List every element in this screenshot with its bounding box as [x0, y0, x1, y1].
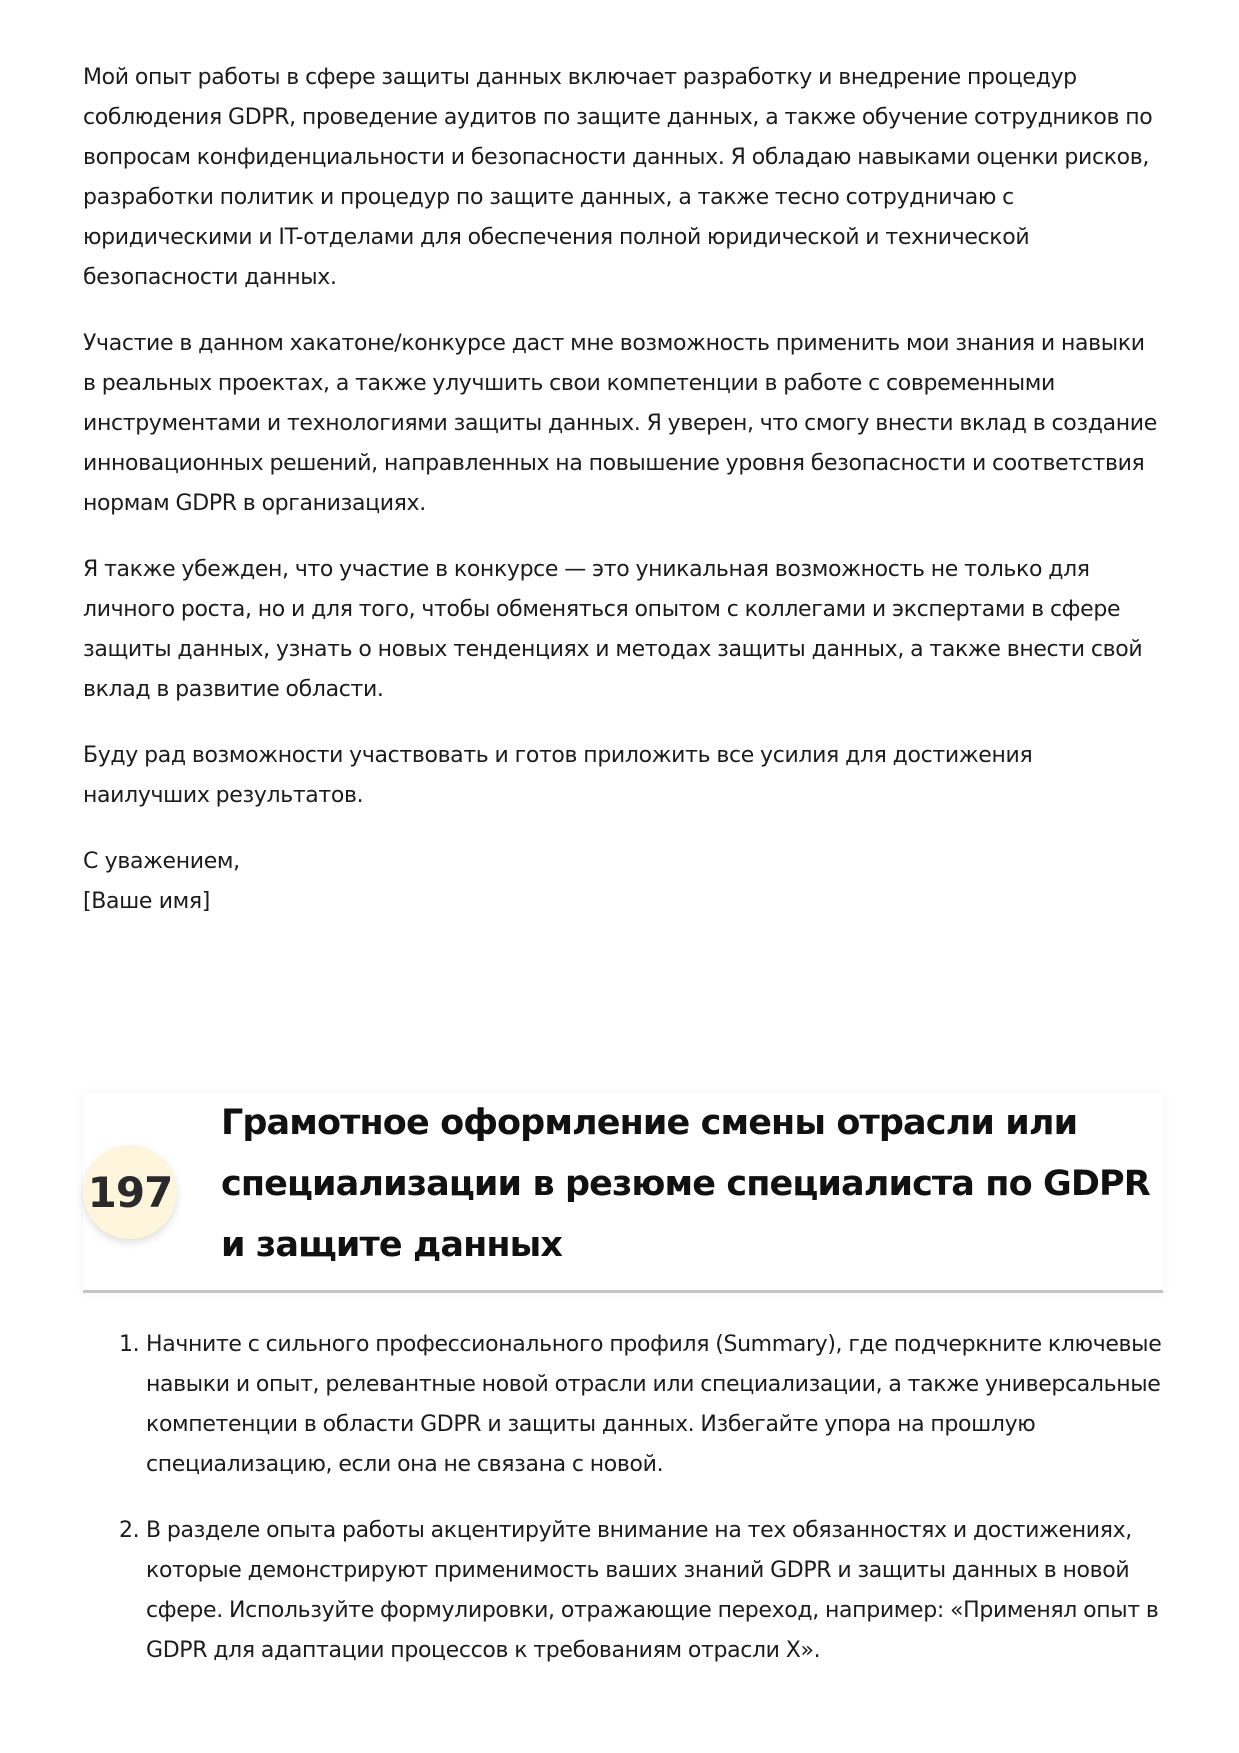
list-item-text: Начните с сильного профессионального профиля (Summary), где подчеркните ключевые навыки и опыт, релевантные новой отрасли или специализации, а также универсальные компетенции в области GDPR и защиты данных. Избегайте упора на прошлую специализацию, если она не связана с новой.	[146, 1332, 1162, 1477]
section-title: Грамотное оформление смены отрасли или специализации в резюме специалиста по GDPR и защите данных	[221, 1103, 1150, 1265]
closing-block	[83, 842, 1163, 922]
paragraph: Я также убежден, что участие в конкурсе — это уникальная возможность не только для личного роста, но и для того, чтобы обменяться опытом с коллегами и экспертами в сфере защиты данных, узнать о новых тенденциях и методах защиты данных, а также внести свой вклад в развитие области.	[83, 557, 1143, 702]
list-item-text: В разделе опыта работы акцентируйте внимание на тех обязанностях и достижениях, которые демонстрируют применимость ваших знаний GDPR и защиты данных в новой сфере. Используйте формулировки, отражающие переход, например: «Применял опыт в GDPR для адаптации процессов к требованиям отрасли X».	[146, 1518, 1159, 1663]
list-item-number: 2.	[119, 1518, 140, 1543]
section-number-badge: 197	[83, 1145, 177, 1239]
closing-salutation: С уважением,	[83, 849, 240, 874]
paragraph: Мой опыт работы в сфере защиты данных включает разработку и внедрение процедур соблюдения GDPR, проведение аудитов по защите данных, а также обучение сотрудников по вопросам конфиденциальности и безопасности данных. Я обладаю навыками оценки рисков, разработки политик и процедур по защите данных, а также тесно сотрудничаю с юридическими и IT-отделами для обеспечения полной юридической и технической безопасности данных.	[83, 65, 1153, 290]
paragraph: Буду рад возможности участвовать и готов приложить все усилия для достижения наилучших результатов.	[83, 743, 1033, 808]
paragraph: Участие в данном хакатоне/конкурсе даст мне возможность применить мои знания и навыки в реальных проектах, а также улучшить свои компетенции в работе с современными инструментами и технологиями защиты данных. Я уверен, что смогу внести вклад в создание инновационных решений, направленных на повышение уровня безопасности и соответствия нормам GDPR в организациях.	[83, 331, 1157, 516]
section-header	[83, 1093, 1163, 1293]
steps-list	[83, 1325, 1163, 1697]
list-item	[83, 1325, 1163, 1485]
list-item-number: 1.	[119, 1332, 140, 1357]
letter-body	[83, 58, 1163, 922]
closing-name: [Ваше имя]	[83, 889, 211, 914]
list-item	[83, 1511, 1163, 1671]
